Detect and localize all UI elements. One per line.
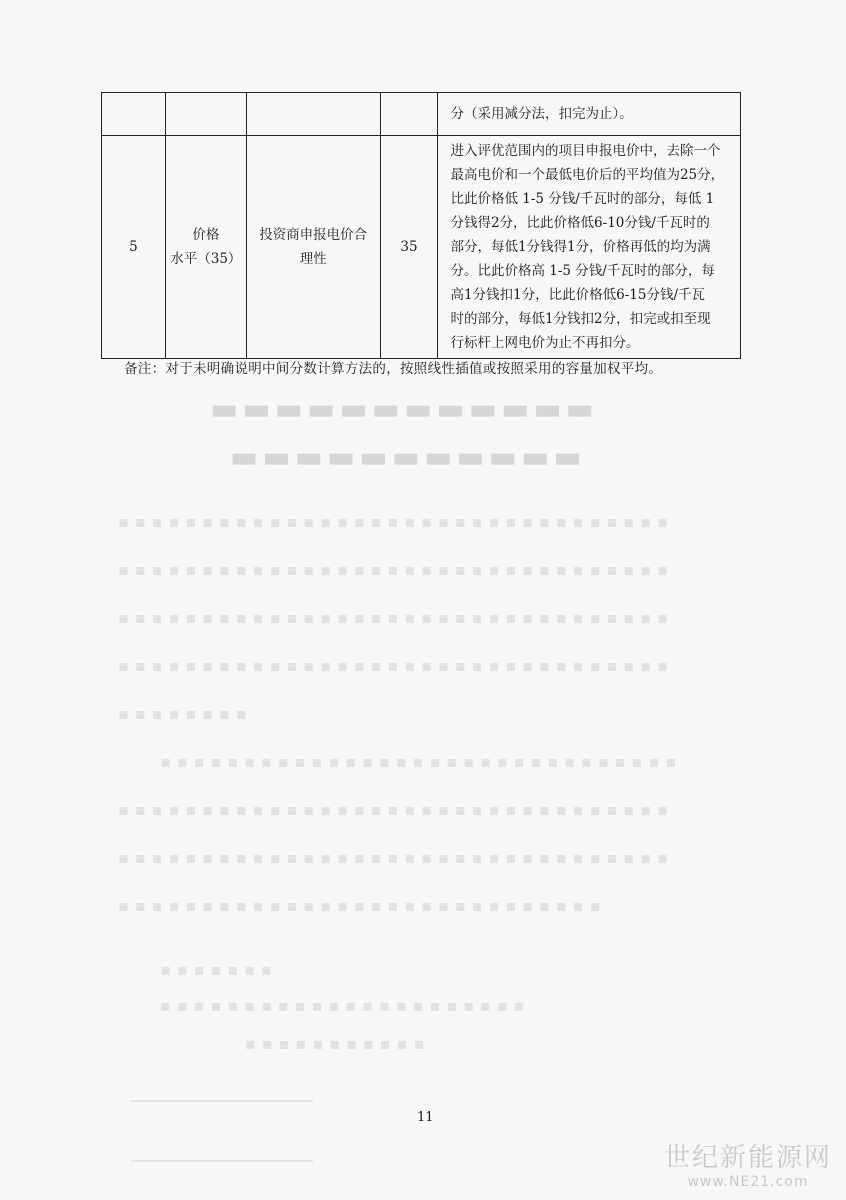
category-line: 水平（35） xyxy=(170,251,242,267)
table-cell xyxy=(165,93,246,136)
bleed-through-line: ▪▪▪▪▪▪▪▪▪▪▪ xyxy=(245,1034,431,1053)
bleed-through-line: ▪▪▪▪▪▪▪▪▪▪▪▪▪▪▪▪▪▪▪▪▪▪▪▪▪▪▪▪▪▪▪▪▪ xyxy=(118,848,674,867)
criteria-line: 分钱得2分，比此价格低6-10分钱/千瓦时的 xyxy=(450,215,710,231)
category-cell xyxy=(165,136,246,359)
watermark-url: www.NE21.com xyxy=(687,1174,809,1190)
table-footnote: 备注：对于未明确说明中间分数计算方法的，按照线性插值或按照采用的容量加权平均。 xyxy=(124,361,663,377)
bleed-through-subtitle: ▬▬▬▬▬▬▬▬▬▬▬ xyxy=(230,440,586,475)
scoring-table xyxy=(101,92,741,359)
table-cell xyxy=(380,93,438,136)
criteria-line: 部分，每低1分钱得1分，价格再低的均为满 xyxy=(450,239,711,255)
bleed-through-line: ▪▪▪▪▪▪▪▪▪▪▪▪▪▪▪▪▪▪▪▪▪▪ xyxy=(160,996,531,1015)
watermark-title: 世纪新能源网 xyxy=(663,1143,832,1173)
bleed-through-line: ▪▪▪▪▪▪▪▪▪▪▪▪▪▪▪▪▪▪▪▪▪▪▪▪▪▪▪▪▪▪▪ xyxy=(160,752,683,771)
item-line: 投资商申报电价合 xyxy=(259,227,368,243)
criteria-line: 分。比此价格高 1-5 分钱/千瓦时的部分，每 xyxy=(450,263,715,279)
bleed-through-line: ▪▪▪▪▪▪▪ xyxy=(160,960,278,979)
criteria-line: 进入评优范围内的项目申报电价中，去除一个 xyxy=(450,143,721,159)
site-watermark xyxy=(664,1143,832,1191)
table-row-continuation xyxy=(102,93,741,136)
bleed-through-line: ▪▪▪▪▪▪▪▪▪▪▪▪▪▪▪▪▪▪▪▪▪▪▪▪▪▪▪▪▪▪▪▪▪ xyxy=(118,656,674,675)
bleed-through-line: ▪▪▪▪▪▪▪▪▪▪▪▪▪▪▪▪▪▪▪▪▪▪▪▪▪▪▪▪▪▪▪▪▪ xyxy=(118,608,674,627)
criteria-line: 高1分钱扣1分，比此价格低6-15分钱/千瓦 xyxy=(450,287,706,303)
bleed-through-line: ▪▪▪▪▪▪▪▪▪▪▪▪▪▪▪▪▪▪▪▪▪▪▪▪▪▪▪▪▪▪▪▪▪ xyxy=(118,512,674,531)
bleed-through-stamp xyxy=(131,1100,313,1162)
table-row xyxy=(102,136,741,359)
bleed-through-title: ▬▬▬▬▬▬▬▬▬▬▬▬ xyxy=(210,392,599,427)
table-cell xyxy=(102,93,166,136)
item-line: 理性 xyxy=(299,251,327,267)
page-number: 11 xyxy=(417,1110,434,1125)
criteria-line: 最高电价和一个最低电价后的平均值为25分， xyxy=(450,167,725,183)
bleed-through-line: ▪▪▪▪▪▪▪▪▪▪▪▪▪▪▪▪▪▪▪▪▪▪▪▪▪▪▪▪▪ xyxy=(118,896,607,915)
bleed-through-line: ▪▪▪▪▪▪▪▪▪▪▪▪▪▪▪▪▪▪▪▪▪▪▪▪▪▪▪▪▪▪▪▪▪ xyxy=(118,800,674,819)
category-line: 价格 xyxy=(192,227,220,243)
criteria-line: 比此价格低 1-5 分钱/千瓦时的部分，每低 1 xyxy=(450,191,715,207)
item-cell xyxy=(246,136,380,359)
points-cell: 35 xyxy=(380,136,438,359)
criteria-continuation: 分（采用减分法，扣完为止）。 xyxy=(438,93,741,136)
bleed-through-line: ▪▪▪▪▪▪▪▪▪▪▪▪▪▪▪▪▪▪▪▪▪▪▪▪▪▪▪▪▪▪▪▪▪ xyxy=(118,560,674,579)
criteria-line: 时的部分，每低1分钱扣2分，扣完或扣至现 xyxy=(450,311,711,327)
criteria-line: 行标杆上网电价为止不再扣分。 xyxy=(450,335,640,351)
bleed-through-line: ▪▪▪▪▪▪▪▪ xyxy=(118,704,253,723)
row-number: 5 xyxy=(102,136,166,359)
criteria-cell xyxy=(438,136,741,359)
table-cell xyxy=(246,93,380,136)
